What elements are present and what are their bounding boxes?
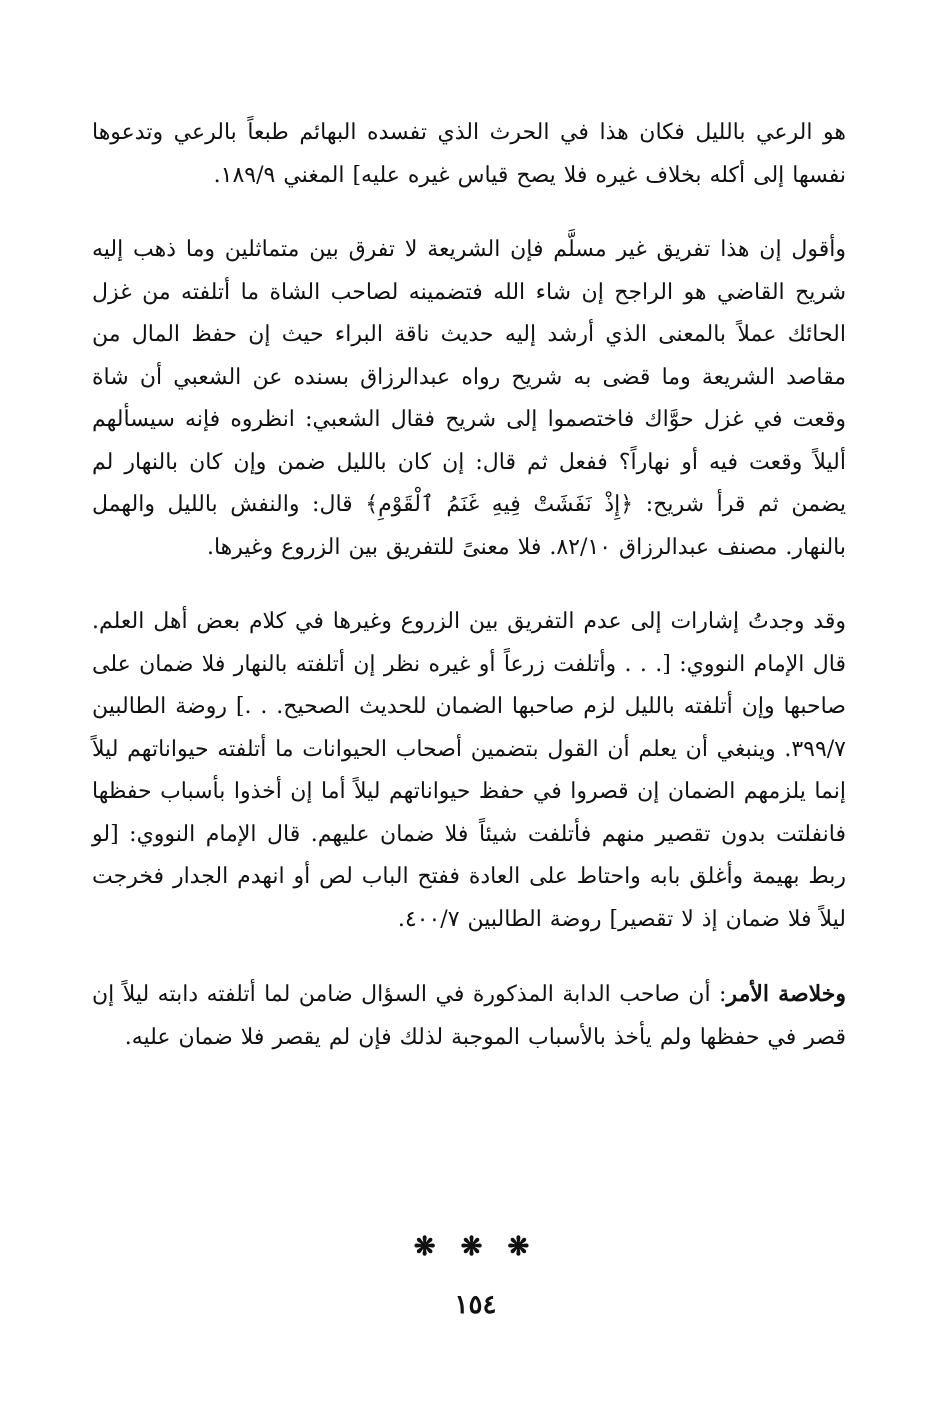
- page-number: ١٥٤: [454, 1290, 497, 1320]
- paragraph-4: [92, 973, 846, 1059]
- paragraph-2: وأقول إن هذا تفريق غير مسلَّم فإن الشريعة لا تفرق بين متماثلين وما ذهب إليه شريح القاضي هو الراجح إن شاء الله فتضمينه لصاحب الشاة ما أتلفته من غزل الحائك عملاً بالمعنى الذي أرشد إليه حديث ناقة البراء حيث إن حفظ المال من مقاصد الشريعة وما قضى به شريح رواه عبدالرزاق بسنده عن الشعبي أن شاة وقعت في غزل حوَّاك فاختصموا إلى شريح فقال الشعبي: انظروه فإنه سيسألهم أليلاً وقعت فيه أو نهاراً؟ ففعل ثم قال: إن كان بالليل ضمن وإن كان بالنهار لم يضمن ثم قرأ شريح: ﴿إِذْ نَفَشَتْ فِيهِ غَنَمُ ٱلْقَوْمِ﴾ قال: والنفش بالليل والهمل بالنهار. مصنف عبدالرزاق ٨٢/١٠. فلا معنىً للتفريق بين الزروع وغيرها.: [92, 237, 846, 560]
- conclusion-lead: وخلاصة الأمر: [726, 981, 846, 1007]
- page-body: [92, 112, 846, 1059]
- section-ornament: ❋ ❋ ❋: [413, 1232, 538, 1262]
- paragraph-gap: [92, 197, 846, 229]
- conclusion-text: : أن صاحب الدابة المذكورة في السؤال ضامن لما أتلفته دابته ليلاً إن قصر في حفظها ولم يأخذ بالأسباب الموجبة لذلك فإن لم يقصر فلا ضمان عليه.: [92, 982, 846, 1050]
- paragraph-3: وقد وجدتُ إشارات إلى عدم التفريق بين الزروع وغيرها في كلام بعض أهل العلم. قال الإمام النووي: [. . . وأتلفت زرعاً أو غيره نظر إن أتلفته بالنهار فلا ضمان على صاحبها وإن أتلفته بالليل لزم صاحبها الضمان للحديث الصحيح. . .] روضة الطالبين ٣٩٩/٧. وينبغي أن يعلم أن القول بتضمين أصحاب الحيوانات ما أتلفته حيواناتهم ليلاً إنما يلزمهم الضمان إن قصروا في حفظ حيواناتهم ليلاً أما إن أخذوا بأسباب حفظها فانفلتت بدون تقصير منهم فأتلفت شيئاً فلا ضمان عليهم. قال الإمام النووي: [لو ربط بهيمة وأغلق بابه واحتاط على العادة ففتح الباب لص أو انهدم الجدار فخرجت ليلاً فلا ضمان إذ لا تقصير] روضة الطالبين ٤٠٠/٧.: [92, 609, 846, 932]
- paragraph-gap: [92, 569, 846, 601]
- paragraph-gap: [92, 941, 846, 973]
- paragraph-1: هو الرعي بالليل فكان هذا في الحرث الذي تفسده البهائم طبعاً بالرعي وتدعوها نفسها إلى أكله بخلاف غيره فلا يصح قياس غيره عليه] المغني ١٨٩/٩.: [92, 120, 846, 188]
